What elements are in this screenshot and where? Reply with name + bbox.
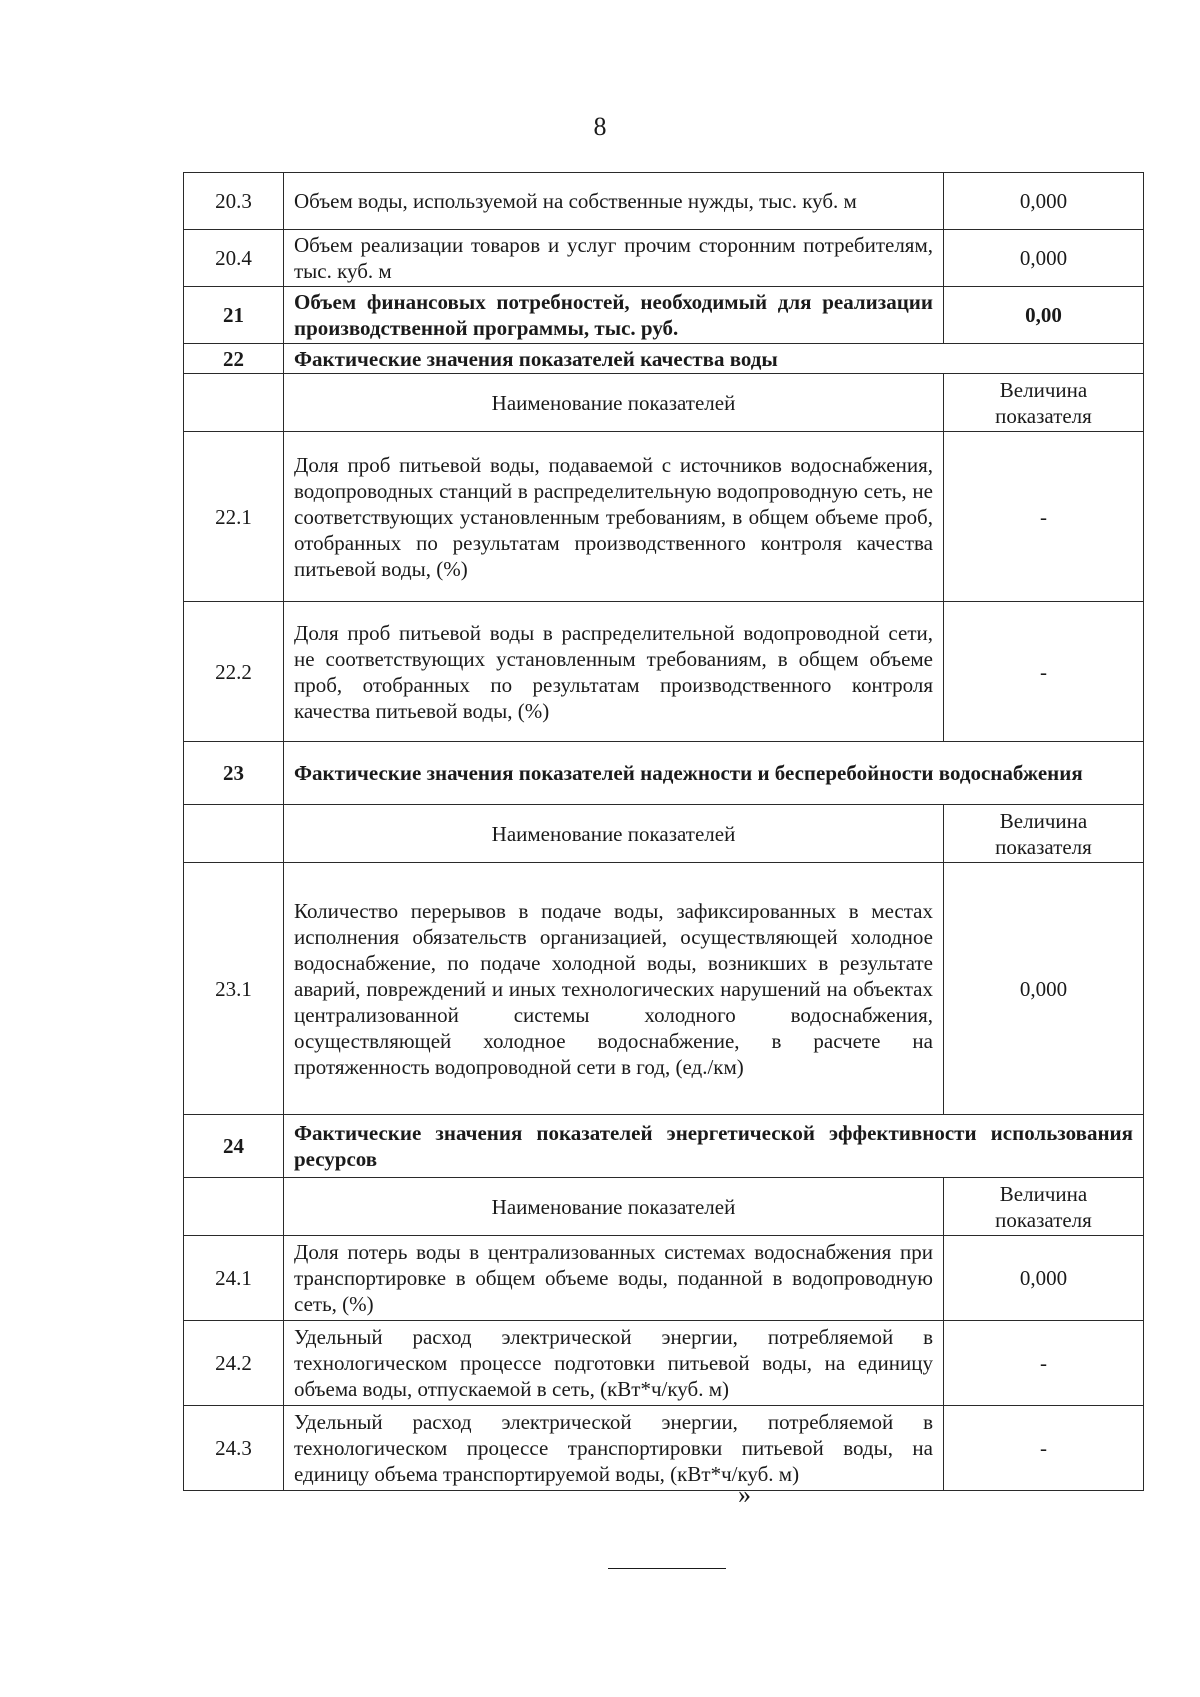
- row-number: 21: [184, 287, 284, 344]
- row-value: 0,000: [944, 863, 1144, 1115]
- row-number: 23.1: [184, 863, 284, 1115]
- table-row: [184, 230, 1144, 287]
- row-value: -: [944, 1406, 1144, 1491]
- row-value: 0,000: [944, 1236, 1144, 1321]
- row-name: Объем реализации товаров и услуг прочим сторонним потребителям, тыс. куб. м: [284, 230, 944, 287]
- row-number: 20.4: [184, 230, 284, 287]
- row-name: Количество перерывов в подаче воды, зафиксированных в местах исполнения обязательств организацией, осуществляющей холодное водоснабжение, по подаче холодной воды, возникших в результате аварий, повреждений и иных технологических нарушений на объектах централизованной системы холодного водоснабжения, осуществляющей холодное водоснабжение, в расчете на протяженность водопроводной сети в год, (ед./км): [284, 863, 944, 1115]
- table-row: [184, 1406, 1144, 1491]
- row-name: Объем финансовых потребностей, необходимый для реализации производственной программы, тыс. руб.: [284, 287, 944, 344]
- row-number: 22.2: [184, 602, 284, 742]
- row-value: -: [944, 432, 1144, 602]
- section-number: 24: [184, 1115, 284, 1178]
- section-title: Фактические значения показателей энергетической эффективности использования ресурсов: [284, 1115, 1144, 1178]
- closing-rule: [608, 1568, 726, 1569]
- row-value: -: [944, 602, 1144, 742]
- row-name: Удельный расход электрической энергии, потребляемой в технологическом процессе подготовки питьевой воды, на единицу объема воды, отпускаемой в сеть, (кВт*ч/куб. м): [284, 1321, 944, 1406]
- section-number: 22: [184, 344, 284, 374]
- row-name: Объем воды, используемой на собственные нужды, тыс. куб. м: [284, 173, 944, 230]
- section-row: [184, 344, 1144, 374]
- page-number: 8: [593, 112, 607, 141]
- header-name: Наименование показателей: [284, 805, 944, 863]
- table-row: [184, 432, 1144, 602]
- row-name: Доля потерь воды в централизованных системах водоснабжения при транспортировке в общем объеме воды, поданной в водопроводную сеть, (%): [284, 1236, 944, 1321]
- table-row: [184, 287, 1144, 344]
- table-row: [184, 1236, 1144, 1321]
- row-number: 20.3: [184, 173, 284, 230]
- row-name: Доля проб питьевой воды в распределительной водопроводной сети, не соответствующих установленным требованиям, в общем объеме проб, отобранных по результатам производственного контроля качества питьевой воды, (%): [284, 602, 944, 742]
- indicators-table: [183, 172, 1144, 1491]
- table-row: [184, 173, 1144, 230]
- section-row: [184, 742, 1144, 805]
- table-row: [184, 1321, 1144, 1406]
- section-number: 23: [184, 742, 284, 805]
- row-name: Удельный расход электрической энергии, потребляемой в технологическом процессе транспортировки питьевой воды, на единицу объема транспортируемой воды, (кВт*ч/куб. м): [284, 1406, 944, 1491]
- table-row: [184, 863, 1144, 1115]
- column-header-row: [184, 374, 1144, 432]
- header-value: Величина показателя: [944, 805, 1144, 863]
- row-value: 0,000: [944, 173, 1144, 230]
- table-row: [184, 602, 1144, 742]
- section-row: [184, 1115, 1144, 1178]
- header-number-cell: [184, 374, 284, 432]
- section-title: Фактические значения показателей качества воды: [284, 344, 1144, 374]
- row-value: 0,000: [944, 230, 1144, 287]
- column-header-row: [184, 1178, 1144, 1236]
- row-number: 24.3: [184, 1406, 284, 1491]
- row-number: 24.2: [184, 1321, 284, 1406]
- header-name: Наименование показателей: [284, 1178, 944, 1236]
- closing-quote: »: [738, 1480, 751, 1509]
- header-value: Величина показателя: [944, 1178, 1144, 1236]
- column-header-row: [184, 805, 1144, 863]
- header-value: Величина показателя: [944, 374, 1144, 432]
- header-number-cell: [184, 1178, 284, 1236]
- row-number: 22.1: [184, 432, 284, 602]
- row-number: 24.1: [184, 1236, 284, 1321]
- row-name: Доля проб питьевой воды, подаваемой с источников водоснабжения, водопроводных станций в распределительную водопроводную сеть, не соответствующих установленным требованиям, в общем объеме проб, отобранных по результатам производственного контроля качества питьевой воды, (%): [284, 432, 944, 602]
- row-value: 0,00: [944, 287, 1144, 344]
- header-number-cell: [184, 805, 284, 863]
- section-title: Фактические значения показателей надежности и бесперебойности водоснабжения: [284, 742, 1144, 805]
- header-name: Наименование показателей: [284, 374, 944, 432]
- row-value: -: [944, 1321, 1144, 1406]
